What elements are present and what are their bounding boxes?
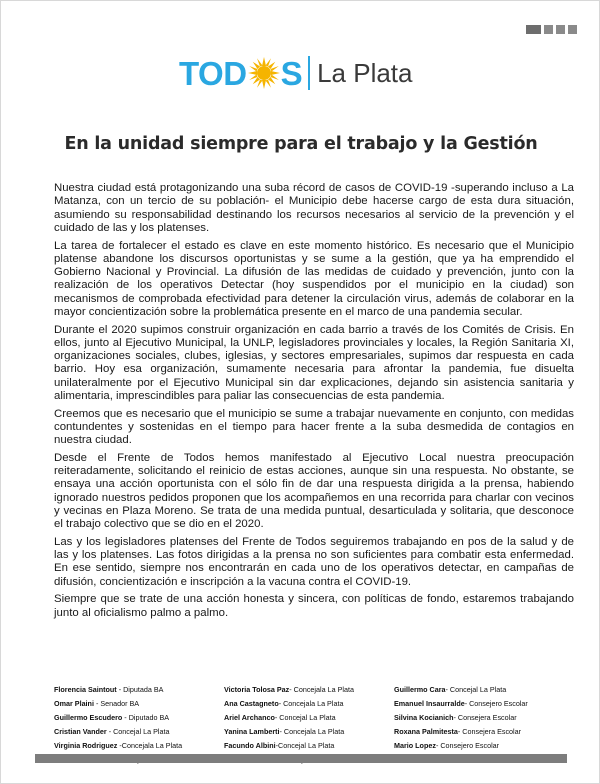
signatory-role: - Concejal La Plata — [106, 727, 170, 737]
signatory-name: Florencia Saintout — [54, 685, 117, 694]
signatory — [394, 699, 574, 709]
signatory-name: Silvina Kocianich — [394, 713, 454, 723]
signatory-name: Virginia Rodriguez — [54, 741, 118, 751]
signatory-name: Omar Plaini — [54, 699, 94, 709]
signatory-name: Ariel Archanco — [224, 713, 275, 723]
signatory-role: -Concejal La Plata — [275, 741, 335, 751]
signatory — [54, 713, 224, 723]
corner-block — [544, 25, 553, 34]
paragraph: Creemos que es necesario que el municipio se sume a trabajar nuevamente en conjunto, con medidas contundentes y sostenidas en el tiempo para hacer frente a la suba desmedida de contagios en nuestra ciudad. — [54, 407, 574, 446]
todos-la-plata-logo — [179, 53, 412, 93]
corner-block — [526, 25, 541, 34]
signatory-role: -Concejala La Plata — [117, 741, 183, 751]
signatory — [394, 727, 574, 737]
paragraph: Siempre que se trate de una acción honesta y sincera, con políticas de fondo, estaremos trabajando junto al oficialismo palmo a palmo. — [54, 593, 574, 619]
signatory-name: Emanuel Insaurralde — [394, 699, 465, 709]
logo-divider — [308, 56, 310, 90]
signatory — [54, 741, 224, 751]
signatory-role: - Diputada BA — [116, 685, 164, 694]
corner-block — [556, 25, 565, 34]
signatory-role: - Concejal La Plata — [274, 713, 336, 723]
signatory-role: - Concejal La Plata — [445, 685, 507, 694]
paragraph: Durante el 2020 supimos construir organización en cada barrio a través de los Comités de Crisis. En ellos, junto al Ejecutivo Municipal, la UNLP, legisladores provinciales y locales, la Región Sanitaria XI, organizaciones sociales, clubes, iglesias, y sectores empresariales, supimos dar respuesta en cada barrio. Hoy esa organización, sumamente necesaria para afrontar la pandemia, fue disuelta unilateralmente por el Ejecutivo Municipal sin dar explicaciones, dejando sin asistencia sanitaria y alimentaria, imprescindibles para paliar las consecuencias de esta pandemia. — [54, 323, 574, 402]
signatory-name: Facundo Albini — [224, 741, 276, 751]
sun-icon — [248, 57, 280, 89]
signatory — [394, 741, 574, 751]
signatory-name: Mario Lopez — [394, 741, 436, 751]
headline: En la unidad siempre para el trabajo y la Gestión — [64, 134, 538, 154]
signatory-role: - Consejera Escolar — [453, 713, 517, 723]
signatory-role: - Consejera Escolar — [457, 727, 522, 737]
signatory — [54, 727, 224, 737]
paragraph: Desde el Frente de Todos hemos manifestado al Ejecutivo Local nuestra preocupación reiteradamente, solicitando el reinicio de estas acciones, aunque sin una respuesta. No obstante, se ensaya una acción oportunista con el sólo fin de dar una respuesta dirigida a la prensa, habiendo ignorado nuestros pedidos proponen que los acompañemos en una recorrida para charlar con vecinos y vecinas en Plaza Moreno. Se trata de una medida puntual, desarticulada y solitaria, que desconoce el trabajo colectivo que se dio en el 2020. — [54, 451, 574, 530]
logo-city: La Plata — [317, 58, 413, 88]
signatory-name: Yanina Lamberti — [224, 727, 280, 737]
statement-body — [54, 182, 574, 624]
signatory — [224, 741, 394, 751]
signatory — [394, 685, 574, 695]
signatory — [224, 685, 394, 695]
signatory-name: Cristian Vander — [54, 727, 107, 737]
paragraph: Las y los legisladores platenses del Frente de Todos seguiremos trabajando en pos de la salud y de las y los platenses. Las fotos dirigidas a la prensa no son suficientes para combatir esta enfermedad. En ese sentido, siempre nos encontrarán en cada uno de los operativos detectar, en campañas de difusión, concientización e inscripción a la vacuna contra el COVID-19. — [54, 535, 574, 588]
signatory — [394, 713, 574, 723]
signatory — [224, 727, 394, 737]
corner-block — [568, 25, 577, 34]
paragraph: La tarea de fortalecer el estado es clave en este momento histórico. Es necesario que el Municipio platense abandone los discursos oportunistas y se sume a la gestión, que ya ha emprendido el Gobierno Nacional y Provincial. La difusión de las medidas de cuidado y prevención, junto con la realización de los operativos Detectar (hoy suspendidos por el municipio en la ciudad) son mecanismos de comprobada efectividad para detener la circulación virus, además de colaborar en la mayor concientización sobre la problemática presente en el marco de una pandemia secular. — [54, 239, 574, 318]
logo-word-start: TOD — [179, 54, 247, 92]
signatory-name: Ana Castagneto — [224, 699, 279, 709]
signatory-name: Victoria Tolosa Paz — [224, 685, 290, 694]
signatory-name: Guillermo Escudero — [54, 713, 123, 723]
paragraph: Nuestra ciudad está protagonizando una suba récord de casos de COVID-19 -superando incluso a La Matanza, con un tercio de su población- el Municipio debe hacerse cargo de esta dura situación, asumiendo su responsabilidad destinando los recursos necesarios al servicio de la prevención y el cuidado de las y los platenses. — [54, 182, 574, 234]
signatory-role: - Senador BA — [93, 699, 140, 709]
corner-decoration — [526, 25, 577, 34]
logo-word-end: S — [280, 54, 303, 92]
signatory-role: - Concejala La Plata — [289, 685, 354, 694]
signatory-name: Roxana Palmitesta — [394, 727, 458, 737]
signatory — [224, 713, 394, 723]
footer-bar — [35, 754, 567, 763]
signatory-name: Guillermo Cara — [394, 685, 446, 694]
signatory — [54, 699, 224, 709]
signatory-role: - Consejero Escolar — [435, 741, 500, 751]
signatory-role: - Diputado BA — [122, 713, 170, 723]
signatory — [224, 699, 394, 709]
signatory-role: - Concejala La Plata — [279, 727, 345, 737]
logo-wordmark — [179, 54, 303, 92]
signatory-role: - Concejala La Plata — [278, 699, 344, 709]
signatory — [54, 685, 224, 695]
signatory-role: - Consejero Escolar — [464, 699, 528, 709]
